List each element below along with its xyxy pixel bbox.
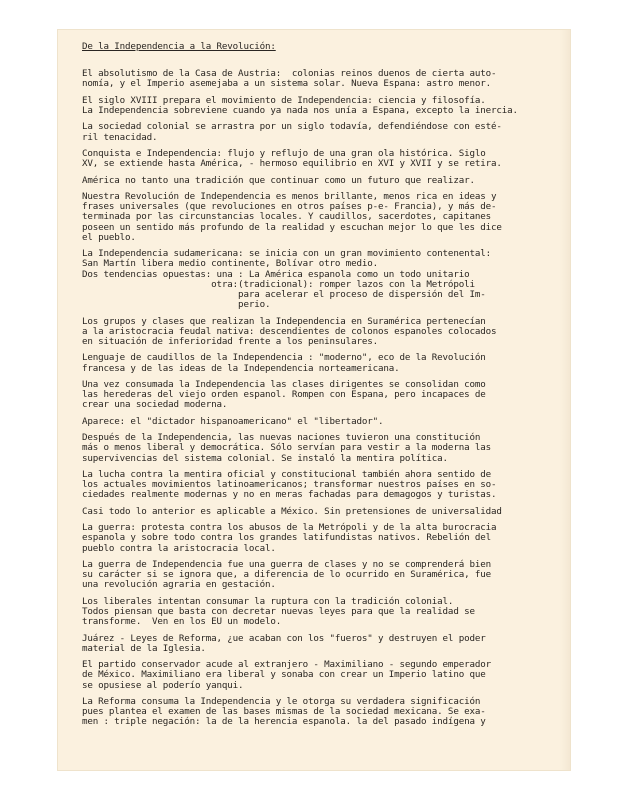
- text-line: El siglo XVIII prepara el movimiento de Independencia: ciencia y filosofía.: [82, 94, 486, 106]
- text-line: Lenguaje de caudillos de la Independencia : "moderno", eco de la Revolución: [82, 352, 486, 364]
- text-line: los actuales movimientos latinoamericanos; transformar nuestros países en so-: [82, 479, 497, 491]
- text-line: material de la Iglesia.: [82, 642, 206, 654]
- text-line: San Martín libera medio continente, Bolívar otro medio.: [82, 258, 378, 270]
- text-line: La Independencia sobreviene cuando ya nada nos unía a Espana, excepto la inercia.: [82, 105, 518, 116]
- paragraph: [82, 597, 562, 628]
- text-line: una revolución agraria en gestación.: [82, 579, 276, 591]
- text-line: men : triple negación: la de la herencia espanola. la del pasado indígena y: [82, 716, 486, 728]
- paragraph: [82, 122, 562, 142]
- paragraph: [82, 523, 562, 554]
- text-line: a la aristocracia feudal nativa: descendientes de colonos espanoles colocados: [82, 325, 497, 337]
- text-line: para acelerar el proceso de dispersión del Im-: [82, 288, 486, 300]
- text-line: La guerra de Independencia fue una guerra de clases y no se comprenderá bien: [82, 558, 491, 570]
- text-line: frases universales (que revoluciones en otros países p-e- Francia), y más de-: [82, 201, 497, 213]
- text-line: La lucha contra la mentira oficial y constitucional también ahora sentido de: [82, 468, 491, 480]
- paragraph: [82, 660, 562, 691]
- text-line: ciedades realmente modernas y no en meras fachadas para demagogos y turistas.: [82, 489, 497, 501]
- text-line: La Reforma consuma la Independencia y le otorga su verdadera significación: [82, 695, 481, 707]
- text-line: otra:(tradicional): romper lazos con la Metrópoli: [82, 278, 475, 290]
- paragraph: [82, 470, 562, 501]
- text-line: transforme. Ven en los EU un modelo.: [82, 616, 282, 628]
- paragraph: [82, 380, 562, 411]
- text-line: más o menos liberal y democrática. Sólo servían para vestir a la moderna las: [82, 442, 491, 454]
- text-line: en situación de inferioridad frente a los peninsulares.: [82, 335, 378, 347]
- paragraph: [82, 507, 562, 517]
- text-line: Los grupos y clases que realizan la Independencia en Suramérica pertenecían: [82, 315, 486, 327]
- text-line: La Independencia sudamericana: se inicia con un gran movimiento contenental:: [82, 248, 491, 260]
- text-line: su carácter si se ignora que, a diferencia de lo ocurrido en Suramérica, fue: [82, 569, 491, 581]
- text-line: pues plantea el examen de las bases mismas de la sociedad mexicana. Se exa-: [82, 706, 486, 718]
- text-line: Aparece: el "dictador hispanoamericano" el "libertador".: [82, 415, 384, 427]
- text-line: América no tanto una tradición que continuar como un futuro que realizar.: [82, 174, 475, 186]
- text-line: el pueblo.: [82, 231, 136, 243]
- text-line: El absolutismo de la Casa de Austria: colonias reinos duenos de cierta auto-: [82, 68, 497, 80]
- text-line: Juárez - Leyes de Reforma, ¿ue acaban con los "fueros" y destruyen el poder: [82, 632, 486, 644]
- text-line: pueblo contra la aristocracia local.: [82, 542, 276, 554]
- paragraph: [82, 69, 562, 89]
- text-line: terminada por las circunstancias locales. Y caudillos, sacerdotes, capitanes: [82, 211, 491, 223]
- paragraph: [82, 176, 562, 186]
- paragraph-list: [82, 69, 562, 727]
- text-line: La sociedad colonial se arrastra por un siglo todavía, defendiéndose con esté-: [82, 121, 502, 133]
- text-line: Conquista e Independencia: flujo y reflujo de una gran ola histórica. Siglo: [82, 147, 486, 159]
- text-line: La guerra: protesta contra los abusos de la Metrópoli y de la alta burocracia: [82, 522, 497, 534]
- text-line: Casi todo lo anterior es aplicable a México. Sin pretensiones de universalidad: [82, 505, 502, 517]
- text-line: las herederas del viejo orden espanol. Rompen con Espana, pero incapaces de: [82, 389, 486, 401]
- text-line: espanola y sobre todo contra los grandes latifundistas nativos. Rebelión del: [82, 532, 491, 544]
- text-line: Una vez consumada la Independencia las clases dirigentes se consolidan como: [82, 378, 486, 390]
- paragraph: [82, 96, 562, 116]
- text-line: francesa y de las ideas de la Independencia norteamericana.: [82, 362, 400, 374]
- paragraph: [82, 697, 562, 728]
- text-line: Dos tendencias opuestas: una : La América espanola como un todo unitario: [82, 268, 470, 280]
- text-line: de México. Maximiliano era liberal y sonaba con crear un Imperio latino que: [82, 669, 486, 681]
- typewritten-text: [82, 42, 562, 734]
- paragraph: [82, 317, 562, 348]
- text-line: ril tenacidad.: [82, 131, 158, 143]
- text-line: poseen un sentido más profundo de la realidad y escuchan mejor lo que les dice: [82, 221, 502, 233]
- paragraph: [82, 417, 562, 427]
- text-line: supervivencias del sistema colonial. Se instaló la mentira política.: [82, 452, 448, 464]
- paragraph: [82, 249, 562, 310]
- page-title: De la Independencia a la Revolución:: [82, 41, 276, 52]
- paragraph: [82, 149, 562, 169]
- text-line: Los liberales intentan consumar la ruptura con la tradición colonial.: [82, 595, 454, 607]
- paragraph: [82, 634, 562, 654]
- paragraph: [82, 433, 562, 464]
- text-line: nomía, y el Imperio asemejaba a un sistema solar. Nueva Espana: astro menor.: [82, 78, 491, 90]
- paragraph: [82, 192, 562, 243]
- document-page: [58, 30, 570, 770]
- text-line: crear una sociedad moderna.: [82, 399, 228, 411]
- text-line: se opusiese al poderío yanqui.: [82, 679, 244, 691]
- text-line: XV, se extiende hasta América, - hermoso equilibrio en XVI y XVII y se retira.: [82, 158, 502, 170]
- paragraph: [82, 560, 562, 591]
- text-line: Después de la Independencia, las nuevas naciones tuvieron una constitución: [82, 432, 481, 444]
- paragraph: [82, 353, 562, 373]
- text-line: Todos piensan que basta con decretar nuevas leyes para que la realidad se: [82, 605, 475, 617]
- text-line: El partido conservador acude al extranjero - Maximiliano - segundo emperador: [82, 659, 491, 671]
- text-line: Nuestra Revolución de Independencia es menos brillante, menos rica en ideas y: [82, 190, 497, 202]
- text-line: perio.: [82, 299, 271, 311]
